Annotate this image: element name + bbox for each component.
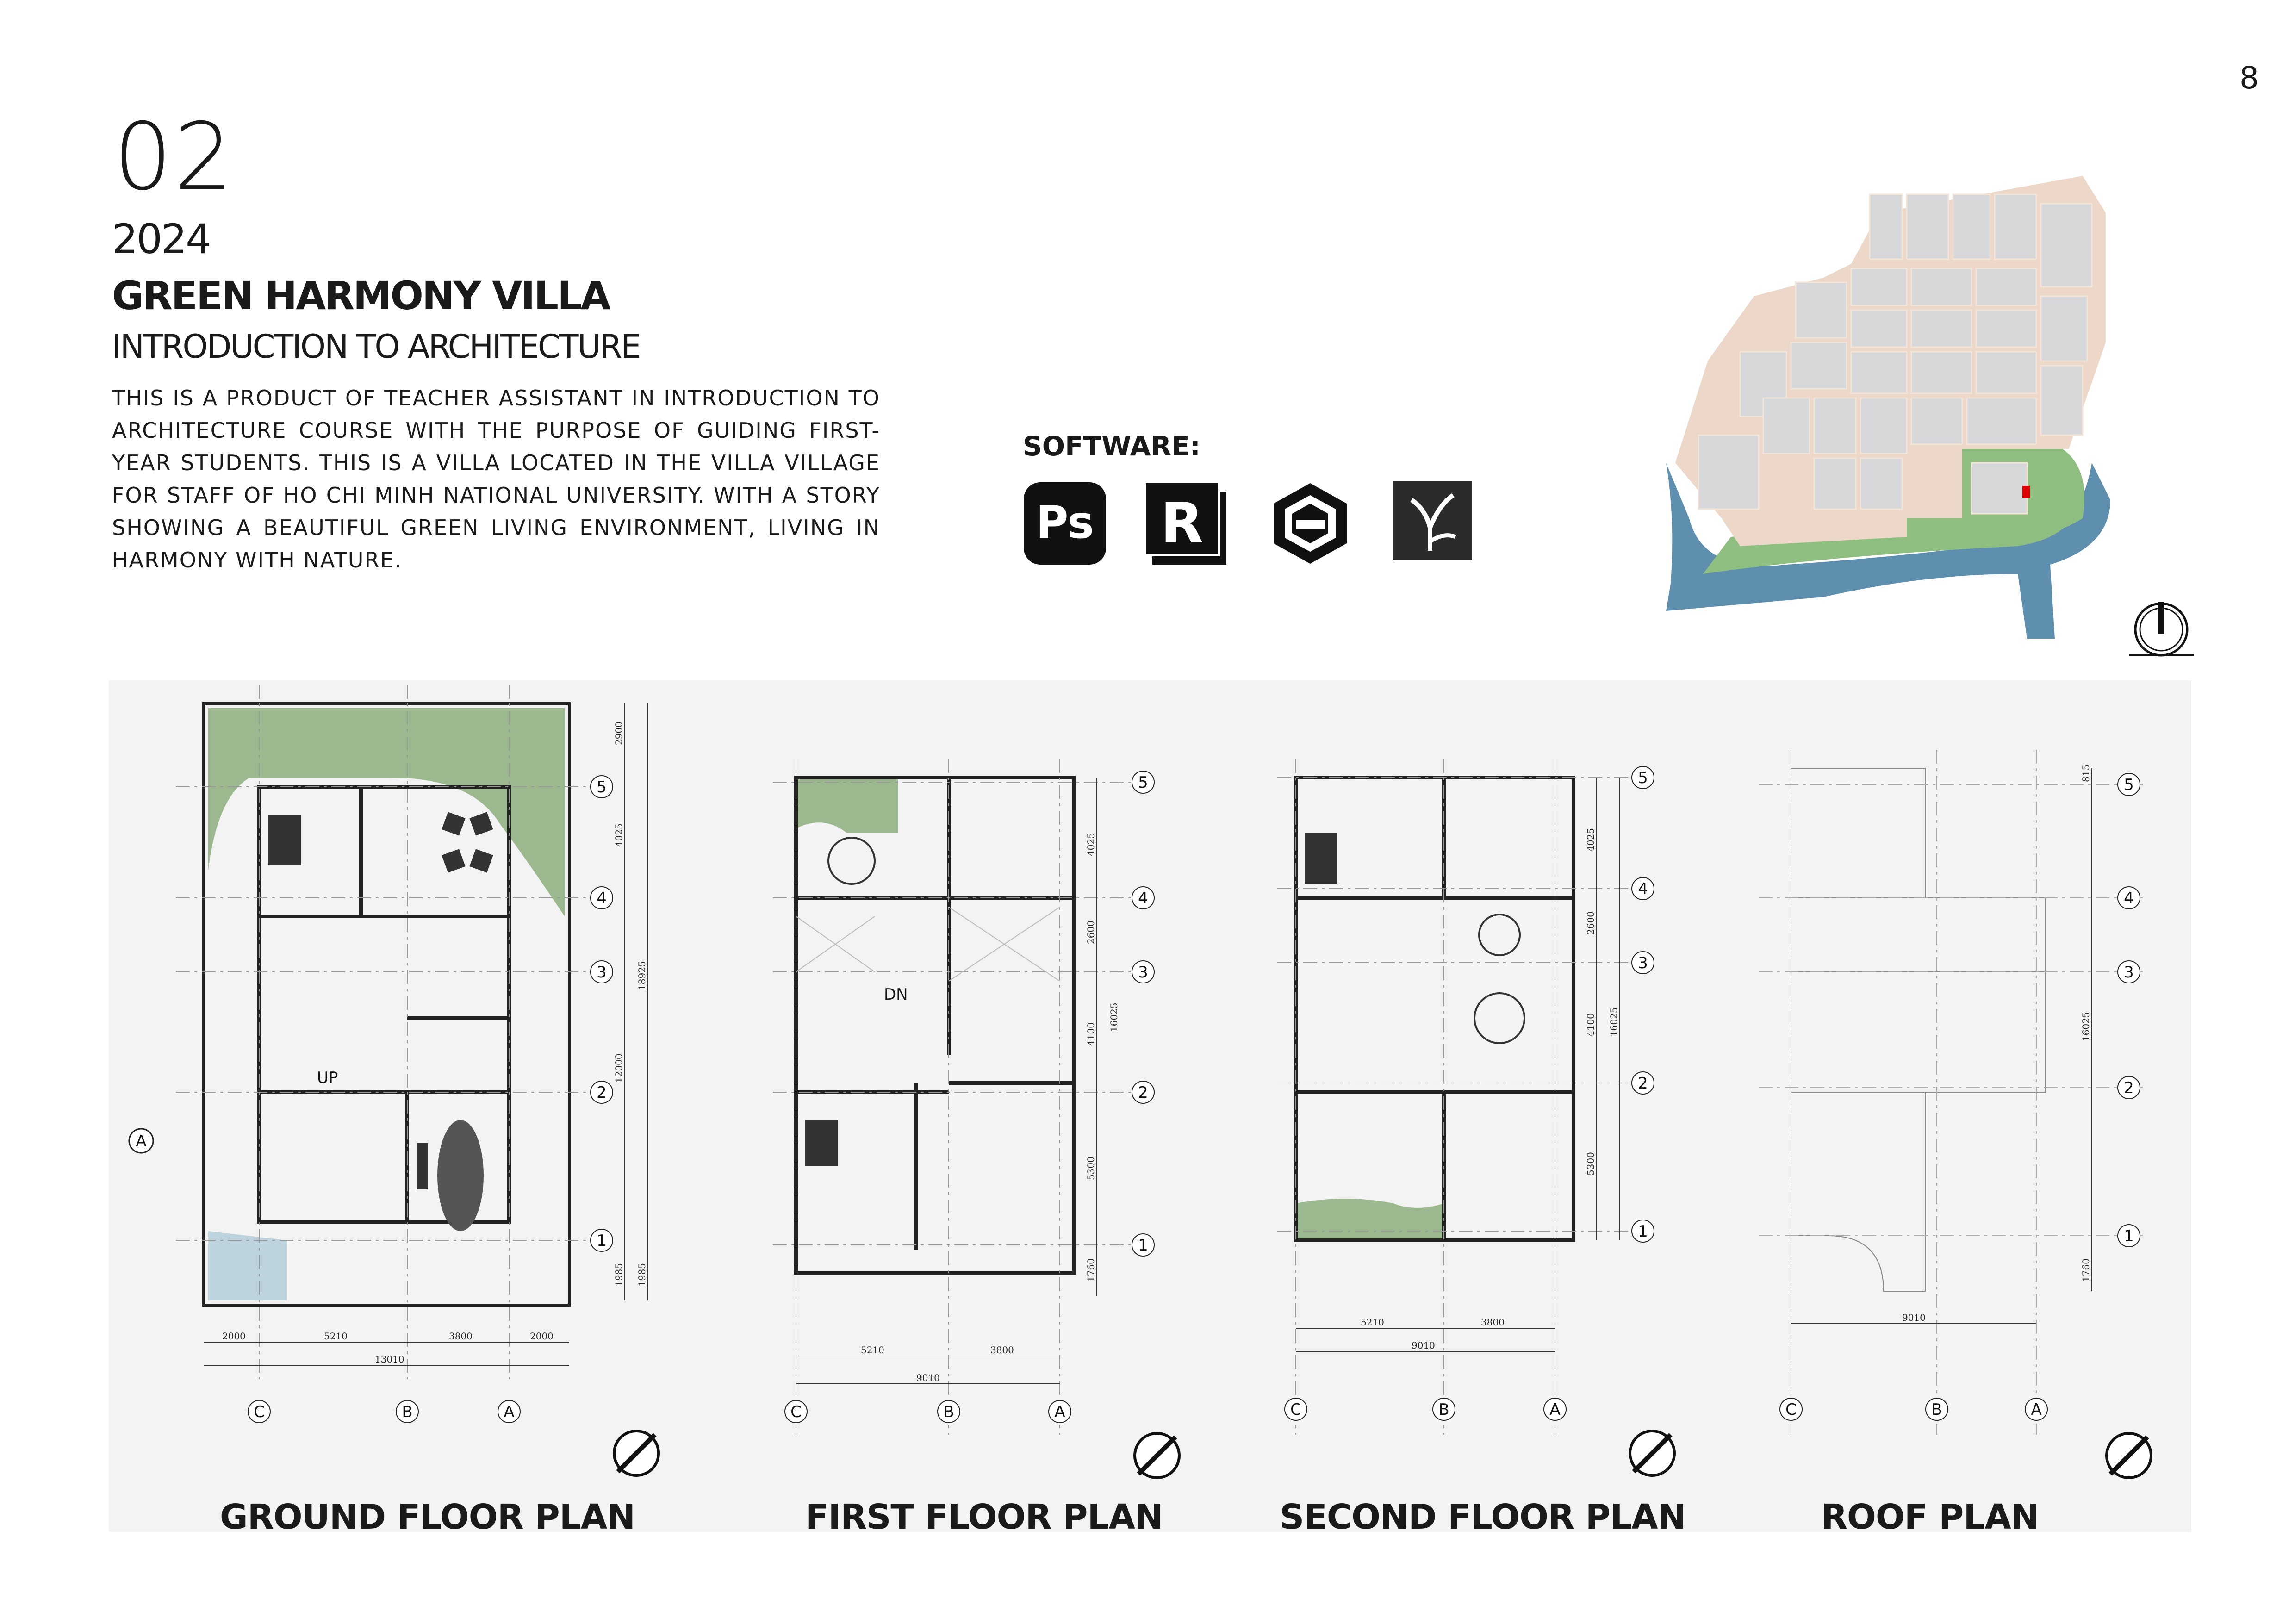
column-markers [1285,1398,1566,1420]
pond [208,1231,287,1300]
svg-text:3800: 3800 [990,1344,1014,1356]
grid-lines [773,759,1152,1435]
svg-text:1760: 1760 [1085,1258,1096,1282]
svg-text:2000: 2000 [530,1331,554,1342]
furniture [805,838,875,1166]
svg-text:16025: 16025 [1608,1007,1619,1037]
course-name: INTRODUCTION TO ARCHITECTURE [112,328,640,366]
north-arrow-icon [1135,1433,1179,1478]
svg-text:2: 2 [1638,1074,1648,1093]
svg-text:A: A [2031,1400,2042,1419]
photoshop-icon [1023,481,1107,566]
column-markers [1780,1398,2047,1420]
revit-icon [1143,481,1227,566]
north-arrow-icon [2107,1433,2151,1478]
svg-text:5: 5 [2124,776,2134,794]
stair-down-label: DN [884,985,908,1004]
svg-text:1: 1 [597,1232,607,1250]
svg-text:16025: 16025 [1108,1002,1120,1032]
svg-text:16025: 16025 [2080,1012,2091,1041]
svg-text:A: A [504,1403,515,1421]
software-label: SOFTWARE: [1023,430,1200,462]
project-description: THIS IS A PRODUCT OF TEACHER ASSISTANT IN INTRODUCTION TO ARCHITECTURE COURSE WITH THE PURPOSE OF GUIDING FIRST-YEAR STUDENTS. THIS IS A VILLA LOCATED IN THE VILLA VILLAGE FOR STAFF OF HO CHI MINH NATIONAL UNIVERSITY. WITH A STORY SHOWING A BEAUTIFUL GREEN LIVING ENVIRONMENT, LIVING IN HARMONY WITH NATURE. [112,386,880,572]
svg-text:3: 3 [1138,963,1148,982]
vertical-dimensions [1085,778,1120,1296]
first-floor-plan-title: FIRST FLOOR PLAN [805,1497,1163,1537]
svg-text:3: 3 [597,963,607,982]
void-marks [796,907,1060,981]
svg-text:2600: 2600 [1585,911,1596,935]
svg-text:4025: 4025 [613,823,624,847]
svg-text:2: 2 [1138,1083,1148,1102]
svg-text:815: 815 [2080,764,2091,782]
first-floor-plan [773,740,1199,1481]
svg-text:4025: 4025 [1085,833,1096,856]
row-markers [1632,766,1654,1242]
north-arrow-icon [614,1431,659,1475]
horizontal-dimensions [204,1331,569,1365]
svg-text:3800: 3800 [449,1331,473,1342]
svg-text:4: 4 [1638,880,1648,898]
svg-text:A: A [136,1132,147,1151]
svg-text:C: C [1290,1400,1301,1419]
svg-text:4: 4 [1138,889,1148,908]
site-plan-map [1648,167,2203,666]
second-floor-plan [1277,740,1703,1481]
svg-text:5300: 5300 [1585,1152,1596,1176]
site-location-marker [2022,486,2030,498]
svg-text:2: 2 [2124,1079,2134,1097]
column-markers [248,1400,520,1423]
sketchup-icon [1268,481,1352,566]
ground-floor-plan-title: GROUND FLOOR PLAN [220,1497,635,1537]
row-markers [591,776,613,1251]
ground-floor-plan [111,639,694,1481]
roof-plan-title: ROOF PLAN [1821,1497,2039,1537]
north-arrow-icon [2129,602,2194,655]
svg-text:2: 2 [597,1083,607,1102]
svg-text:C: C [1785,1400,1797,1419]
svg-text:4100: 4100 [1085,1022,1096,1046]
svg-text:13010: 13010 [375,1354,404,1365]
north-arrow-icon [1630,1431,1674,1475]
svg-text:4: 4 [2124,889,2134,908]
svg-text:5210: 5210 [861,1344,884,1356]
svg-text:1985: 1985 [613,1263,624,1287]
project-title: GREEN HARMONY VILLA [112,273,610,318]
enscape-icon [1393,481,1477,566]
horizontal-dimensions [1296,1317,1555,1351]
svg-text:5210: 5210 [324,1331,348,1342]
svg-text:5: 5 [1138,773,1148,792]
revit-glyph: R [1160,492,1204,556]
svg-text:B: B [1438,1400,1449,1419]
second-floor-plan-title: SECOND FLOOR PLAN [1280,1497,1686,1537]
furniture [268,812,493,1231]
svg-text:4025: 4025 [1585,828,1596,852]
svg-text:4100: 4100 [1585,1013,1596,1037]
furniture [1305,833,1524,1043]
row-markers [1132,771,1154,1256]
svg-text:A: A [1054,1403,1065,1421]
vertical-dimensions [613,703,648,1300]
row-markers [2118,773,2140,1247]
svg-text:5210: 5210 [1361,1317,1384,1328]
stair-up-label: UP [317,1069,338,1087]
svg-text:4: 4 [597,889,607,908]
svg-text:12000: 12000 [613,1053,624,1083]
svg-text:1760: 1760 [2080,1258,2091,1282]
svg-text:5: 5 [1638,769,1648,787]
svg-text:2000: 2000 [222,1331,246,1342]
section-marker [129,1129,153,1153]
svg-text:B: B [1931,1400,1942,1419]
svg-text:1: 1 [2124,1227,2134,1245]
roof-plan [1759,740,2184,1481]
svg-text:B: B [943,1403,954,1421]
svg-text:9010: 9010 [1412,1340,1435,1351]
svg-text:C: C [254,1403,265,1421]
svg-text:1985: 1985 [636,1263,647,1287]
column-markers [785,1400,1071,1423]
svg-text:18925: 18925 [636,961,647,990]
svg-text:3: 3 [1638,954,1648,972]
svg-text:2600: 2600 [1085,921,1096,944]
horizontal-dimensions [796,1344,1060,1384]
svg-text:3800: 3800 [1481,1317,1505,1328]
svg-text:2900: 2900 [613,722,624,745]
svg-text:9010: 9010 [916,1372,940,1383]
svg-text:C: C [790,1403,802,1421]
terrace-planting [796,778,898,833]
vertical-dimensions [1585,778,1620,1240]
svg-text:1: 1 [1638,1222,1648,1241]
svg-text:A: A [1549,1400,1561,1419]
svg-text:1: 1 [1138,1236,1148,1255]
svg-text:5: 5 [597,778,607,796]
terrace-planting [1296,1199,1444,1240]
roof-outline [1791,768,2046,1291]
vertical-dimensions [2080,765,2092,1291]
svg-text:5300: 5300 [1085,1157,1096,1180]
svg-text:9010: 9010 [1902,1312,1926,1323]
photoshop-glyph: Ps [1036,497,1094,548]
project-year: 2024 [112,215,210,263]
walls [796,778,1074,1273]
page-number: 8 [2239,60,2259,96]
svg-text:B: B [402,1403,413,1421]
svg-text:3: 3 [2124,963,2134,982]
garden-lawn [208,708,565,916]
horizontal-dimensions [1791,1312,2036,1324]
project-number: 02 [113,103,235,211]
